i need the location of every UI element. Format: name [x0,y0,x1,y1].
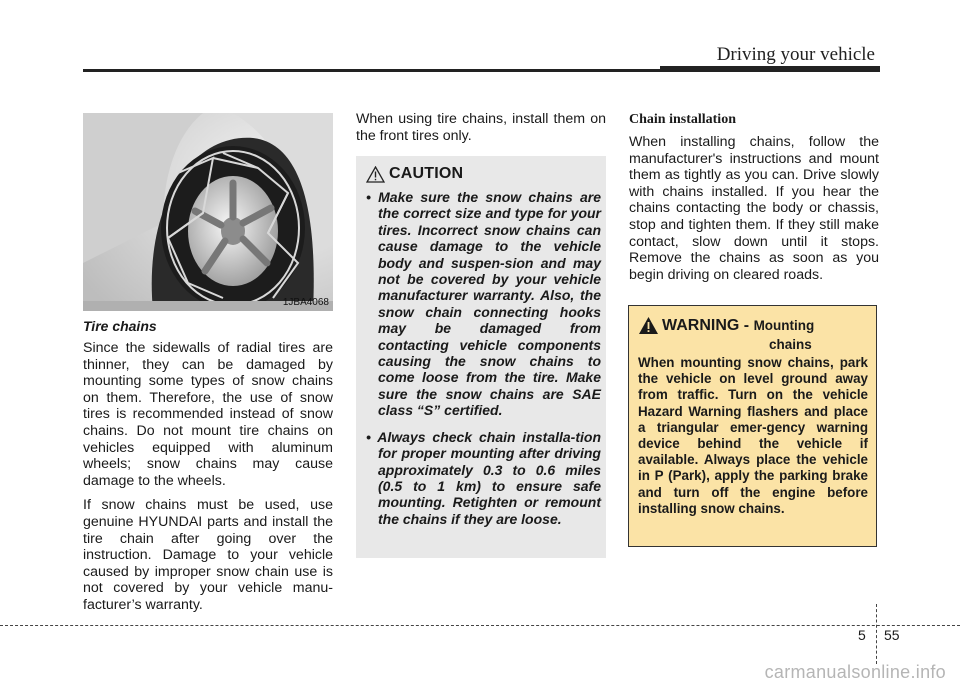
caution-box [356,156,606,558]
chain-installation-heading: Chain installation [629,112,736,127]
front-tires-paragraph: When using tire chains, install them on the front tires only. [356,111,606,144]
warning-label: WARNING - [662,317,750,334]
footer-divider [876,604,877,664]
tire-chain-figure [83,113,333,311]
figure-code: 1JBA4068 [282,297,329,308]
column-3 [629,112,879,283]
watermark: carmanualsonline.info [764,662,946,682]
tire-chains-paragraph-2: If snow chains must be used, use genuine HYUNDAI parts and install the tire chain after going over the instruction. Damage to your vehicle caused by improper snow chain use is not covered by your vehicle manu-facturer’s warranty. [83,497,333,613]
footer-rule [0,625,960,626]
caution-item-1: • Make sure the snow chains are the correct size and type for your tires. Incorrect snow chains can cause damage to the vehicle body and suspen-sion and may not be covered by your vehicle manufacturer warranty. Also, the snow chain connecting hooks may be damaged from contacting vehicle components causing the snow chains to come loose from the tire. Make sure the snow chains are SAE class “S” certified. [366,189,601,419]
page-number: 55 [884,627,900,643]
section-title: Driving your vehicle [716,44,875,65]
caution-title: CAUTION [389,165,464,182]
caution-list [366,189,601,537]
warning-title [662,317,814,335]
tire-chains-heading: Tire chains [83,318,157,334]
tire-chains-paragraph-1: Since the sidewalls of radial tires are thinner, they can be damaged by mounting some types of snow chains on them. Therefore, the use of snow tires is recommended instead of snow chains. Do not mount tire chains on vehicles equipped with aluminum wheels; snow chains may cause damage to the wheels. [83,340,333,489]
header-rule-accent [660,66,880,72]
caution-item-2: • Always check chain installa-tion for proper mounting after driving approximately 0.3 to 0.6 miles (0.5 to 1 km) to ensure safe mounting. Retighten or remount the chains if they are loose. [366,428,601,527]
column-2 [356,111,606,144]
warning-box [628,305,877,547]
chapter-number: 5 [858,627,866,643]
warning-triangle-icon [638,316,659,335]
caution-triangle-icon [366,166,385,183]
tire-with-snow-chain-illustration [83,113,333,311]
warning-subtitle-line-1: Mounting [753,318,815,333]
warning-body: When mounting snow chains, park the vehicle on level ground away from traffic. Turn on the vehicle Hazard Warning flashers and place a triangular emer-gency warning device behind the vehicle if available. Always place the vehicle in P (Park), apply the parking brake and turn off the engine before installing snow chains. [638,355,868,516]
warning-subtitle-line-2: chains [769,337,812,352]
column-1 [83,318,333,614]
chain-installation-paragraph: When installing chains, follow the manufacturer's instructions and mount them as tightly as you can. Drive slowly with chains installed. If you hear the chains contacting the body or chassis, stop and tighten them. If they still make contact, slow down until it stops. Remove the chains as soon as you begin driving on cleared roads. [629,134,879,283]
